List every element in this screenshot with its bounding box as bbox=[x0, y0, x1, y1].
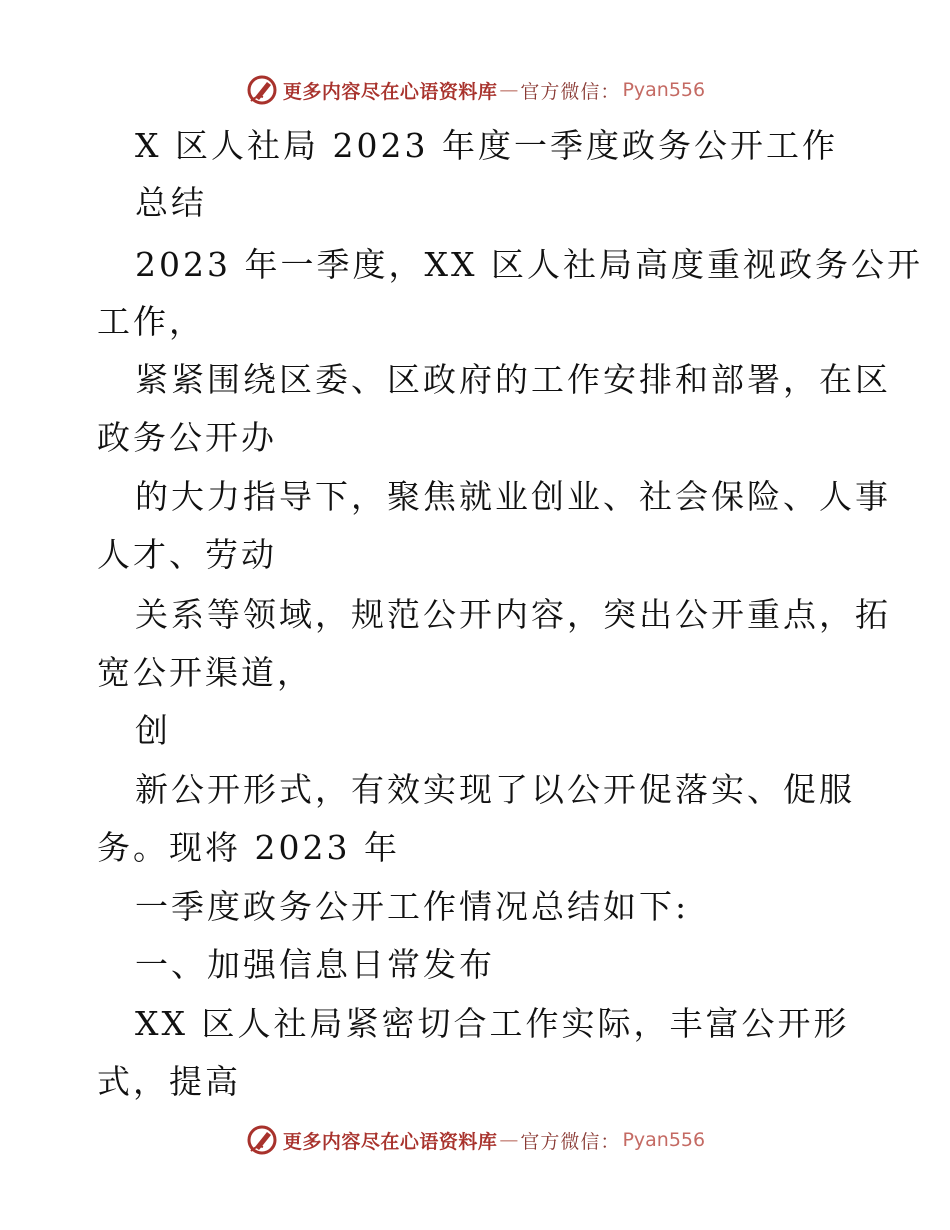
header-watermark-banner bbox=[0, 70, 950, 110]
pen-logo-icon bbox=[245, 73, 279, 107]
paragraph-line: 2023 年一季度，XX 区人社局高度重视政务公开 bbox=[135, 245, 923, 284]
paragraph-line: 创 bbox=[135, 711, 171, 750]
banner-wechat-label: 官方微信： bbox=[520, 80, 621, 103]
paragraph-line: 紧紧围绕区委、区政府的工作安排和部署，在区 bbox=[135, 360, 891, 399]
paragraph-line: 新公开形式，有效实现了以公开促落实、促服 bbox=[135, 770, 855, 809]
paragraph-line: 的大力指导下，聚焦就业创业、社会保险、人事 bbox=[135, 477, 891, 516]
section-heading: 一、加强信息日常发布 bbox=[135, 945, 495, 984]
banner-wechat-id: Pyan556 bbox=[622, 79, 706, 101]
banner-main-text: 更多内容尽在心语资料库 bbox=[282, 80, 498, 103]
banner-wechat-label: 官方微信： bbox=[520, 1130, 621, 1153]
paragraph-line: 工作， bbox=[97, 302, 205, 341]
banner-separator: — bbox=[499, 79, 519, 101]
banner-separator: — bbox=[499, 1129, 519, 1151]
paragraph-line: 式，提高 bbox=[97, 1062, 241, 1101]
document-title-line-2: 总结 bbox=[135, 183, 207, 222]
paragraph-line: 务。现将 2023 年 bbox=[97, 828, 400, 867]
paragraph-line: 人才、劳动 bbox=[97, 535, 277, 574]
paragraph-line: 一季度政务公开工作情况总结如下: bbox=[135, 887, 690, 926]
paragraph-line: 宽公开渠道， bbox=[97, 653, 313, 692]
banner-main-text: 更多内容尽在心语资料库 bbox=[282, 1130, 498, 1153]
paragraph-line: 政务公开办 bbox=[97, 418, 277, 457]
pen-logo-icon bbox=[245, 1123, 279, 1157]
paragraph-line: 关系等领域，规范公开内容，突出公开重点，拓 bbox=[135, 595, 891, 634]
document-title-line-1: X 区人社局 2023 年度一季度政务公开工作 bbox=[135, 126, 838, 165]
banner-wechat-id: Pyan556 bbox=[622, 1129, 706, 1151]
paragraph-line: XX 区人社局紧密切合工作实际，丰富公开形 bbox=[135, 1004, 850, 1043]
footer-watermark-banner bbox=[0, 1120, 950, 1160]
